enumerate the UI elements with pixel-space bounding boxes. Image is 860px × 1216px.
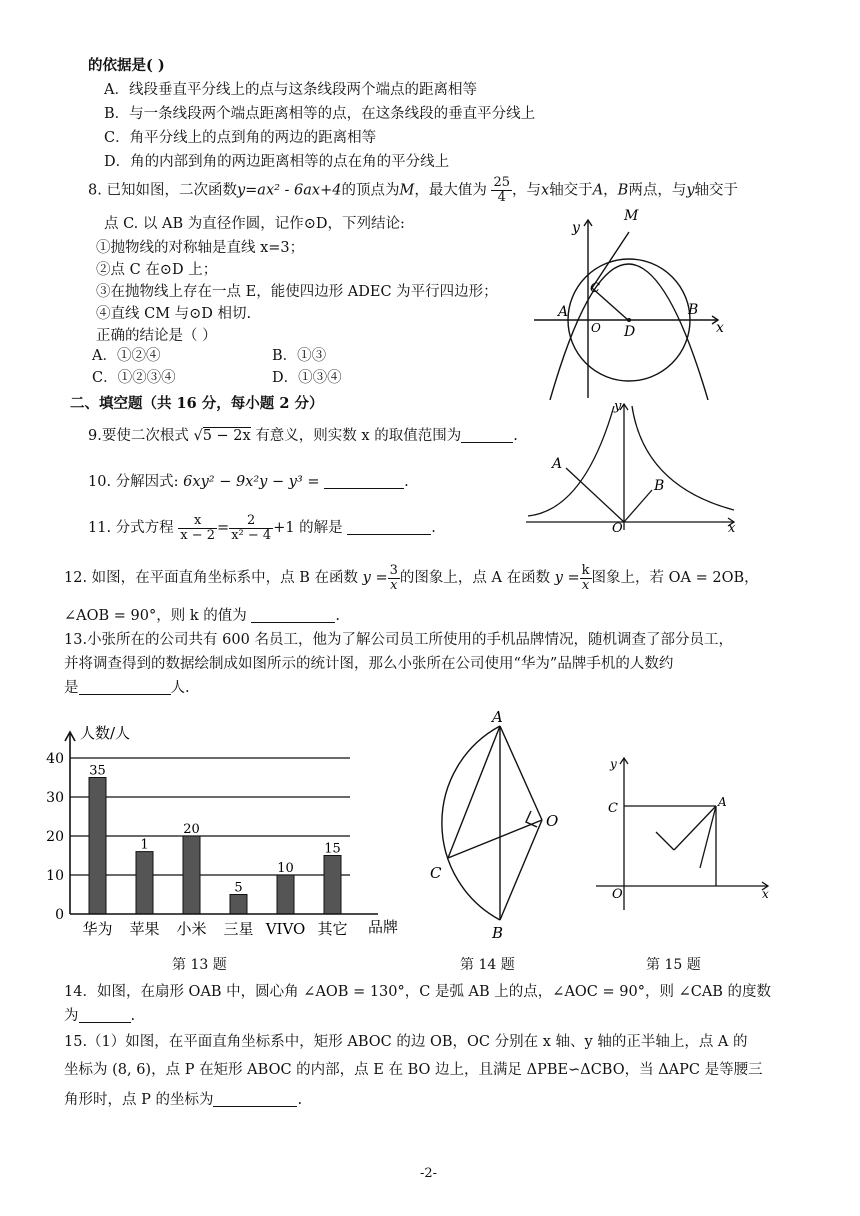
q13-category-label: 华为 xyxy=(82,920,113,938)
q11-line: 11. 分式方程 $\frac{x}{x - 2}$ = $\frac{2}{\text{x² − 4}}$ +1 的解是 . xyxy=(88,512,436,543)
q13-ytick-label: 20 xyxy=(46,829,64,845)
q12-fraction-1: $\frac{3}{x}$ xyxy=(389,562,398,593)
q8-label-a: A xyxy=(558,304,569,320)
q8-figure xyxy=(528,204,728,400)
q7-option-d: D．角的内部到角的两边距离相等的点在角的平分线上 xyxy=(104,154,450,170)
q8-point-d xyxy=(627,318,631,322)
q8-conclusion-1: ①抛物线的对称轴是直线 x=3； xyxy=(96,240,305,256)
q13-data-label: 1 xyxy=(140,837,149,853)
q8-line1: 8. 已知如图，二次函数y=ax² - 6ax+4的顶点为M，最大值为 $\frac{25}{4}$ ，与x轴交于A，B两点，与y轴交于 xyxy=(88,175,739,205)
q13-data-label: 15 xyxy=(324,841,341,857)
q13-category-label: 其它 xyxy=(317,920,348,938)
q13-line1: 13.小张所在的公司共有 600 名员工，他为了解公司员工所使用的手机品牌情况，随机调查了部分员工， xyxy=(64,632,733,648)
caption-q14: 第 14 题 xyxy=(460,957,515,973)
q10-line: 10. 分解因式: 6xy² − 9x²y − y³ = . xyxy=(88,474,409,490)
q15-label-y: y xyxy=(610,757,617,771)
q15-construction-1 xyxy=(656,832,674,850)
q13-line2: 并将调查得到的数据绘制成如图所示的统计图，那么小张所在公司使用“华为”品牌手机的人数约 xyxy=(64,656,674,672)
q13-bar xyxy=(324,856,341,915)
q12-fraction-2: $\frac{k}{x}$ xyxy=(581,562,590,593)
q12-label-a: A xyxy=(552,456,563,472)
q8-label-o: O xyxy=(591,321,601,335)
q13-data-label: 20 xyxy=(183,822,200,837)
q13-line3: 是 人. xyxy=(64,680,190,696)
q13-answer-blank[interactable] xyxy=(79,680,171,695)
q8-label-y: y xyxy=(572,220,580,236)
q13-ytick-label: 10 xyxy=(46,868,64,884)
q14-radius-oa xyxy=(500,726,542,820)
caption-q13: 第 13 题 xyxy=(172,957,227,973)
q13-bar xyxy=(136,852,153,914)
q14-label-o: O xyxy=(546,812,559,830)
q15-label-a: A xyxy=(718,795,727,809)
caption-q15: 第 15 题 xyxy=(646,957,701,973)
q15-line2: 坐标为 (8, 6)，点 P 在矩形 ABOC 的内部，点 E 在 BO 边上，且满足 ΔPBE∽ΔCBO，当 ΔAPC 是等腰三 xyxy=(64,1062,763,1078)
q14-line1: 14．如图，在扇形 OAB 中，圆心角 ∠AOB = 130°，C 是弧 AB 上的点，∠AOC = 90°，则 ∠CAB 的度数 xyxy=(64,984,772,1000)
q13-ylabel: 人数/人 xyxy=(80,724,131,742)
q11-answer-blank[interactable] xyxy=(347,520,431,535)
q8-conclusion-4: ④直线 CM 与⊙D 相切. xyxy=(96,306,252,322)
q7-option-b: B．与一条线段两个端点距离相等的点，在这条线段的垂直平分线上 xyxy=(104,106,536,122)
q8-label-b: B xyxy=(688,302,699,318)
q8-label-c: C xyxy=(590,281,600,296)
q7-option-a: A．线段垂直平分线上的点与这条线段两个端点的距离相等 xyxy=(104,82,477,98)
q8-conclusion-3: ③在抛物线上存在一点 E，能使四边形 ADEC 为平行四边形； xyxy=(96,284,498,300)
page-number: -2- xyxy=(420,1166,438,1181)
q11-fraction-2: $\frac{2}{\text{x² − 4}}$ xyxy=(231,512,272,543)
q14-label-b: B xyxy=(492,924,504,942)
q13-category-label: VIVO xyxy=(265,920,306,938)
q13-ytick-label: 30 xyxy=(46,790,64,806)
q13-data-label: 5 xyxy=(234,880,243,896)
q13-xlabel: 品牌 xyxy=(368,918,399,936)
q13-ytick-label: 40 xyxy=(46,751,64,767)
q12-curve-left xyxy=(528,406,614,516)
q13-bar xyxy=(277,875,294,914)
q10-answer-blank[interactable] xyxy=(324,474,404,489)
q14-line2: 为 . xyxy=(64,1008,136,1024)
q13-category-label: 苹果 xyxy=(129,920,160,938)
q8-option-a: A．①②④ xyxy=(92,348,161,364)
q12-figure xyxy=(522,398,744,532)
q8-ask: 正确的结论是（ ） xyxy=(96,328,217,344)
q13-category-label: 三星 xyxy=(223,920,254,938)
q12-label-y: y xyxy=(614,399,622,414)
q13-bar xyxy=(89,778,106,915)
q12-label-b: B xyxy=(654,478,665,494)
q12-answer-blank[interactable] xyxy=(251,608,335,623)
q15-label-o: O xyxy=(612,887,623,902)
q14-answer-blank[interactable] xyxy=(79,1008,131,1023)
section-2-heading: 二、填空题（共 16 分，每小题 2 分） xyxy=(70,395,324,412)
q13-bar-chart xyxy=(36,718,416,948)
q8-label-d: D xyxy=(624,324,636,340)
q12-label-o: O xyxy=(612,521,623,532)
q12-line1: 12. 如图，在平面直角坐标系中，点 B 在函数 y = $\frac{3}{x}$的图象上，点 A 在函数 y = $\frac{k}{x}$图象上，若 OA = 2OB， xyxy=(64,562,759,593)
q13-data-label: 10 xyxy=(277,861,294,876)
q15-line3: 角形时，点 P 的坐标为 . xyxy=(64,1092,303,1108)
q13-category-label: 小米 xyxy=(176,920,207,938)
q12-label-x: x xyxy=(728,521,736,532)
q14-label-c: C xyxy=(430,864,442,882)
q11-fraction-1: $\frac{x}{x - 2}$ xyxy=(180,512,216,543)
q8-line2: 点 C. 以 AB 为直径作圆，记作⊙D，下列结论: xyxy=(104,216,405,232)
q15-line1: 15.（1）如图，在平面直角坐标系中，矩形 ABOC 的边 OB，OC 分别在 x 轴、y 轴的正半轴上，点 A 的 xyxy=(64,1034,748,1050)
q15-label-x: x xyxy=(762,887,769,901)
q15-answer-blank[interactable] xyxy=(213,1092,297,1107)
q13-data-label: 35 xyxy=(89,763,106,779)
q8-option-b: B．①③ xyxy=(272,348,327,364)
q12-segment-oa xyxy=(566,468,624,522)
q7-stem-tail: 的依据是( ) xyxy=(88,57,165,74)
q9-answer-blank[interactable] xyxy=(461,428,513,443)
q7-option-c: C．角平分线上的点到角的两边的距离相等 xyxy=(104,130,377,146)
q12-segment-ob xyxy=(624,490,652,522)
q13-ytick-label: 0 xyxy=(55,907,64,923)
q14-right-angle xyxy=(526,811,537,827)
q8-conclusion-2: ②点 C 在⊙D 上； xyxy=(96,262,218,278)
q8-option-d: D．①③④ xyxy=(272,370,342,386)
q14-label-a: A xyxy=(492,708,503,726)
q13-bar xyxy=(230,895,247,915)
q14-arc-ab xyxy=(442,726,500,920)
q8-max-fraction: $\frac{25}{4}$ xyxy=(493,175,510,205)
q9-line: 9.要使二次根式 √5 − 2x 有意义，则实数 x 的取值范围为 . xyxy=(88,428,518,444)
q13-bar xyxy=(183,836,200,914)
q8-label-m: M xyxy=(624,208,639,224)
q14-figure xyxy=(428,706,578,946)
q12-line2: ∠AOB = 90°，则 k 的值为 . xyxy=(64,608,340,624)
q8-label-x: x xyxy=(716,320,724,336)
q15-label-c: C xyxy=(608,801,618,816)
q8-option-c: C．①②③④ xyxy=(92,370,176,386)
q15-figure xyxy=(588,754,774,914)
q8-segment-cm xyxy=(592,232,629,288)
